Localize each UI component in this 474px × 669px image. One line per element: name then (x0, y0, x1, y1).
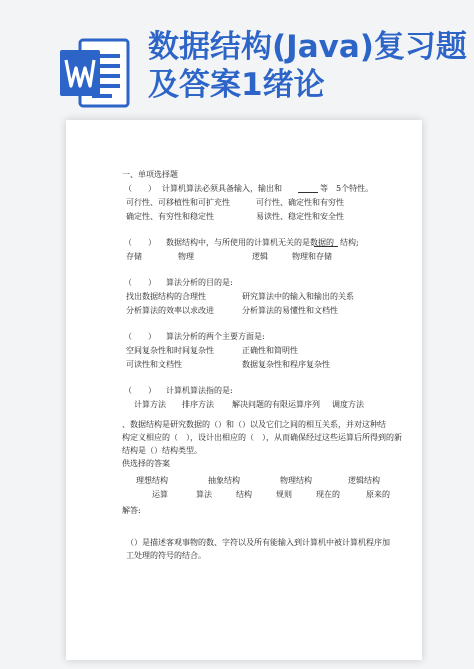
q1-stem-b: 等 5个特性。 (320, 184, 374, 193)
q4-stem: 算法分析的两个主要方面是: (166, 332, 265, 341)
section-heading: 一、单项选择题 (122, 170, 178, 179)
q1-option-d: 易读性、稳定性和安全性 (256, 212, 344, 221)
q6-answer-label: 解答: (122, 506, 141, 515)
q7-line-1: （）是描述客观事物的数、字符以及所有能输入到计算机中被计算机程序加 (126, 538, 390, 547)
q6-choice-6: 算法 (196, 490, 212, 499)
q1-stem-a: 计算机算法必须具备输入，输出和 (162, 184, 282, 193)
q4-paren: （ ） (124, 332, 156, 341)
q1-option-b: 可行性、确定性和有穷性 (256, 198, 344, 207)
q2-option-b: 物理 (178, 252, 194, 261)
q3-paren: （ ） (124, 278, 156, 287)
q6-line-4: 供选择的答案 (122, 459, 170, 468)
q2-stem-a: 数据结构中，与所使用的计算机无关的是数据的 (166, 238, 334, 247)
q2-option-d: 物理和存储 (292, 252, 332, 261)
q1-option-c: 确定性、有穷性和稳定性 (126, 212, 214, 221)
q3-stem: 算法分析的目的是: (166, 278, 233, 287)
q4-option-d: 数据复杂性和程序复杂性 (242, 360, 330, 369)
q7-line-2: 工处理的符号的结合。 (126, 551, 206, 560)
q6-choice-4: 逻辑结构 (348, 476, 380, 485)
q2-stem-b: 结构; (340, 238, 359, 247)
q6-choice-7: 结构 (236, 490, 252, 499)
q6-line-2: 构定义相应的（ ），设计出相应的（ ），从而确保经过这些运算后所得到的新 (122, 433, 402, 442)
q6-choice-10: 原来的 (366, 490, 390, 499)
q4-option-a: 空间复杂性和时间复杂性 (126, 346, 214, 355)
q5-option-b: 排序方法 (182, 400, 214, 409)
q6-choice-2: 抽象结构 (208, 476, 240, 485)
q5-option-c: 解决问题的有限运算序列 (232, 400, 320, 409)
q6-line-1: 、数据结构是研究数据的（）和（）以及它们之间的相互关系，并对这种结 (122, 420, 386, 429)
q2-option-a: 存储 (126, 252, 142, 261)
q6-choice-1: 理想结构 (136, 476, 168, 485)
q3-option-d: 分析算法的易懂性和文档性 (242, 306, 338, 315)
q2-paren: （ ） (124, 238, 156, 247)
q3-option-b: 研究算法中的输入和输出的关系 (242, 292, 354, 301)
document-page (66, 120, 422, 660)
q2-option-c: 逻辑 (252, 252, 268, 261)
q5-option-a: 计算方法 (134, 400, 166, 409)
page-header (0, 0, 474, 118)
q6-line-3: 结构是（）结构类型。 (122, 446, 202, 455)
q3-option-c: 分析算法的效率以求改进 (126, 306, 214, 315)
q1-option-a: 可行性、可移植性和可扩充性 (126, 198, 230, 207)
q1-blank (298, 184, 318, 196)
q6-choice-3: 物理结构 (280, 476, 312, 485)
q1-paren: （ ） (124, 184, 156, 193)
q6-choice-8: 规则 (276, 490, 292, 499)
q5-paren: （ ） (124, 386, 156, 395)
q6-choice-9: 现在的 (316, 490, 340, 499)
word-document-icon (58, 36, 132, 110)
page-title: 数据结构(Java)复习题及答案1绪论 (148, 29, 467, 103)
q4-option-c: 可读性和文档性 (126, 360, 182, 369)
q4-option-b: 正确性和简明性 (242, 346, 298, 355)
q6-choice-5: 运算 (152, 490, 168, 499)
q5-option-d: 调度方法 (332, 400, 364, 409)
q3-option-a: 找出数据结构的合理性 (126, 292, 206, 301)
q5-stem: 计算机算法指的是: (166, 386, 233, 395)
q2-blank (314, 238, 338, 250)
